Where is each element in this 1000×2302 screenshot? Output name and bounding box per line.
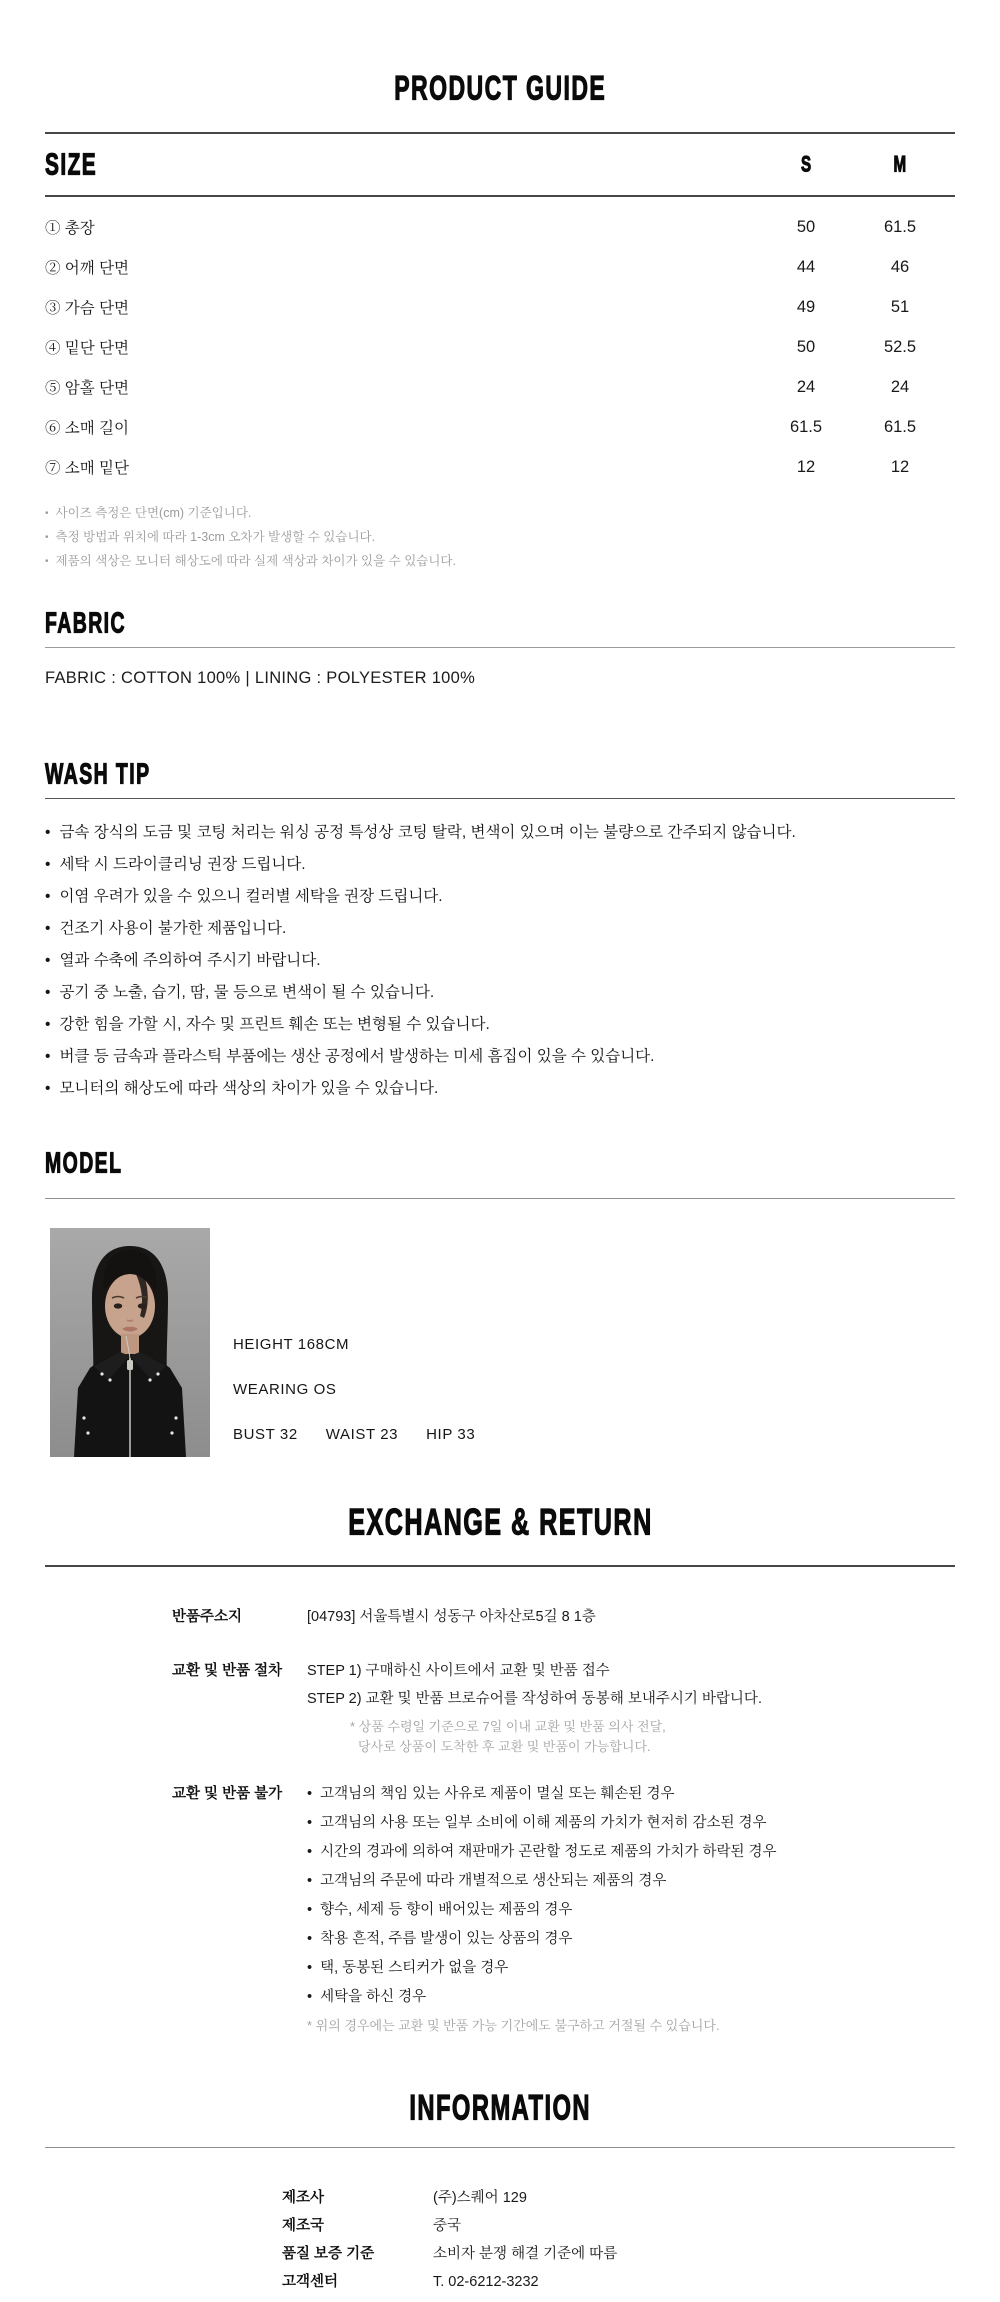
divider bbox=[45, 195, 955, 197]
exchange-step-2: STEP 2) 교환 및 반품 브로슈어를 작성하여 동봉해 보내주시기 바랍니다. bbox=[307, 1690, 762, 1707]
size-value-m: 24 bbox=[890, 377, 910, 396]
exchange-procedure-label: 교환 및 반품 절차 bbox=[172, 1662, 283, 1679]
information-row bbox=[45, 2188, 955, 2208]
model-bust: BUST 32 bbox=[233, 1426, 298, 1444]
size-table-row bbox=[45, 247, 955, 287]
information-row bbox=[45, 2244, 955, 2264]
size-value-s: 61.5 bbox=[789, 417, 823, 436]
divider bbox=[45, 2147, 955, 2148]
model-heading-text: MODEL bbox=[45, 1147, 123, 1180]
divider bbox=[45, 647, 955, 648]
size-row-label: ② 어깨 단면 bbox=[45, 260, 130, 278]
information-title-text: INFORMATION bbox=[409, 2087, 591, 2127]
size-column-s-text: S bbox=[800, 152, 812, 177]
size-row-label: ① 총장 bbox=[45, 220, 95, 238]
size-value-m: 52.5 bbox=[883, 337, 917, 356]
information-row bbox=[45, 2272, 955, 2292]
size-value-m: 51 bbox=[890, 297, 910, 316]
model-height: HEIGHT 168CM bbox=[233, 1336, 350, 1354]
size-value-m: 12 bbox=[890, 457, 910, 476]
size-value-m: 46 bbox=[890, 257, 910, 276]
return-address-value: [04793] 서울특별시 성동구 아차산로5길 8 1층 bbox=[307, 1608, 596, 1625]
country-value: 중국 bbox=[433, 2217, 462, 2234]
divider bbox=[45, 1198, 955, 1199]
wash-tip-item: • 모니터의 해상도에 따라 색상의 차이가 있을 수 있습니다. bbox=[45, 1073, 955, 1105]
exchange-deny-item: • 택, 동봉된 스티커가 없을 경우 bbox=[307, 1958, 777, 1978]
size-note: • 측정 방법과 위치에 따라 1-3cm 오차가 발생할 수 있습니다. bbox=[45, 526, 955, 550]
exchange-deny-item: • 착용 흔적, 주름 발생이 있는 상품의 경우 bbox=[307, 1929, 777, 1949]
exchange-deny-item: • 고객님의 사용 또는 일부 소비에 이해 제품의 가치가 현저히 감소된 경우 bbox=[307, 1813, 777, 1833]
size-table-row bbox=[45, 447, 955, 487]
size-value-s: 12 bbox=[796, 457, 816, 476]
exchange-step-1: STEP 1) 구매하신 사이트에서 교환 및 반품 접수 bbox=[307, 1662, 610, 1679]
model-wearing: WEARING OS bbox=[233, 1381, 337, 1399]
wash-tip-item: • 이염 우려가 있을 수 있으니 컬러별 세탁을 권장 드립니다. bbox=[45, 881, 955, 913]
size-row-label: ⑥ 소매 길이 bbox=[45, 420, 130, 438]
exchange-procedure-row bbox=[45, 1661, 955, 1757]
warranty-label: 품질 보증 기준 bbox=[282, 2245, 375, 2262]
size-value-s: 50 bbox=[796, 217, 816, 236]
page-title bbox=[45, 21, 955, 108]
exchange-deny-item: • 고객님의 주문에 따라 개별적으로 생산되는 제품의 경우 bbox=[307, 1871, 777, 1891]
size-notes bbox=[45, 502, 955, 574]
exchange-deny-list bbox=[307, 1784, 777, 2007]
model-hip: HIP 33 bbox=[426, 1426, 476, 1444]
wash-tip-item: • 금속 장식의 도금 및 코팅 처리는 워싱 공정 특성상 코팅 탈락, 변색이 있으며 이는 불량으로 간주되지 않습니다. bbox=[45, 817, 955, 849]
wash-tip-item: • 건조기 사용이 불가한 제품입니다. bbox=[45, 913, 955, 945]
exchange-deny-label: 교환 및 반품 불가 bbox=[172, 1785, 283, 1802]
wash-tip-list bbox=[45, 817, 955, 1105]
warranty-value: 소비자 분쟁 해결 기준에 따름 bbox=[433, 2245, 618, 2262]
customer-center-label: 고객센터 bbox=[282, 2273, 339, 2290]
exchange-return-title bbox=[45, 1502, 955, 1544]
size-table-row bbox=[45, 327, 955, 367]
size-header-row bbox=[45, 134, 955, 195]
size-column-s bbox=[759, 153, 853, 177]
return-address-row bbox=[45, 1607, 955, 1627]
exchange-deny-item: • 세탁을 하신 경우 bbox=[307, 1987, 777, 2007]
model-measurements bbox=[233, 1425, 475, 1445]
wash-tip-heading bbox=[45, 758, 955, 791]
exchange-procedure-note: 당사로 상품이 도착한 후 교환 및 반품이 가능합니다. bbox=[358, 1738, 651, 1754]
wash-tip-heading-text: WASH TIP bbox=[45, 758, 151, 791]
size-value-s: 44 bbox=[796, 257, 816, 276]
page-title-text: PRODUCT GUIDE bbox=[393, 69, 606, 108]
size-value-s: 49 bbox=[796, 297, 816, 316]
size-table-row bbox=[45, 407, 955, 447]
size-value-s: 24 bbox=[796, 377, 816, 396]
size-heading bbox=[45, 147, 759, 182]
return-address-label: 반품주소지 bbox=[172, 1608, 243, 1625]
size-row-label: ⑦ 소매 밑단 bbox=[45, 460, 130, 478]
size-heading-text: SIZE bbox=[45, 147, 98, 182]
fabric-composition: FABRIC : COTTON 100% | LINING : POLYESTER 100% bbox=[45, 669, 476, 688]
wash-tip-item: • 열과 수축에 주의하여 주시기 바랍니다. bbox=[45, 945, 955, 977]
size-table bbox=[45, 207, 955, 487]
size-note: • 사이즈 측정은 단면(cm) 기준입니다. bbox=[45, 502, 955, 526]
size-value-s: 50 bbox=[796, 337, 816, 356]
manufacturer-label: 제조사 bbox=[282, 2189, 325, 2206]
model-waist: WAIST 23 bbox=[325, 1426, 399, 1444]
size-value-m: 61.5 bbox=[883, 417, 917, 436]
wash-tip-item: • 강한 힘을 가할 시, 자수 및 프린트 훼손 또는 변형될 수 있습니다. bbox=[45, 1009, 955, 1041]
exchange-deny-note: * 위의 경우에는 교환 및 반품 가능 기간에도 불구하고 거절될 수 있습니다. bbox=[307, 2017, 720, 2033]
divider bbox=[45, 1565, 955, 1567]
model-heading bbox=[45, 1147, 955, 1180]
exchange-procedure-note: * 상품 수령일 기준으로 7일 이내 교환 및 반품 의사 전달, bbox=[350, 1718, 666, 1734]
wash-tip-item: • 버클 등 금속과 플라스틱 부품에는 생산 공정에서 발생하는 미세 흠집이 있을 수 있습니다. bbox=[45, 1041, 955, 1073]
country-label: 제조국 bbox=[282, 2217, 325, 2234]
exchange-deny-item: • 고객님의 책임 있는 사유로 제품이 멸실 또는 훼손된 경우 bbox=[307, 1784, 777, 1804]
information-row bbox=[45, 2216, 955, 2236]
wash-tip-item: • 세탁 시 드라이클리닝 권장 드립니다. bbox=[45, 849, 955, 881]
information-table bbox=[45, 2188, 955, 2292]
size-row-label: ③ 가슴 단면 bbox=[45, 300, 130, 318]
size-table-row bbox=[45, 367, 955, 407]
exchange-deny-item: • 시간의 경과에 의하여 재판매가 곤란할 정도로 제품의 가치가 하락된 경우 bbox=[307, 1842, 777, 1862]
model-section bbox=[45, 1228, 955, 1457]
exchange-deny-row bbox=[45, 1784, 955, 2036]
wash-tip-item: • 공기 중 노출, 습기, 땀, 물 등으로 변색이 될 수 있습니다. bbox=[45, 977, 955, 1009]
size-table-row bbox=[45, 287, 955, 327]
size-table-row bbox=[45, 207, 955, 247]
model-info bbox=[233, 1228, 475, 1457]
divider bbox=[45, 798, 955, 799]
exchange-deny-item: • 향수, 세제 등 향이 배어있는 제품의 경우 bbox=[307, 1900, 777, 1920]
size-column-m bbox=[853, 153, 947, 177]
fabric-heading-text: FABRIC bbox=[45, 607, 126, 640]
size-row-label: ⑤ 암홀 단면 bbox=[45, 380, 130, 398]
size-row-label: ④ 밑단 단면 bbox=[45, 340, 130, 358]
size-note: • 제품의 색상은 모니터 해상도에 따라 실제 색상과 차이가 있을 수 있습니다. bbox=[45, 550, 955, 574]
fabric-heading bbox=[45, 607, 955, 640]
information-title bbox=[45, 2087, 955, 2127]
size-column-m-text: M bbox=[893, 152, 907, 177]
size-value-m: 61.5 bbox=[883, 217, 917, 236]
manufacturer-value: (주)스퀘어 129 bbox=[433, 2189, 527, 2206]
customer-center-value: T. 02-6212-3232 bbox=[433, 2273, 539, 2290]
model-photo bbox=[50, 1228, 210, 1457]
exchange-return-title-text: EXCHANGE & RETURN bbox=[347, 1502, 653, 1544]
